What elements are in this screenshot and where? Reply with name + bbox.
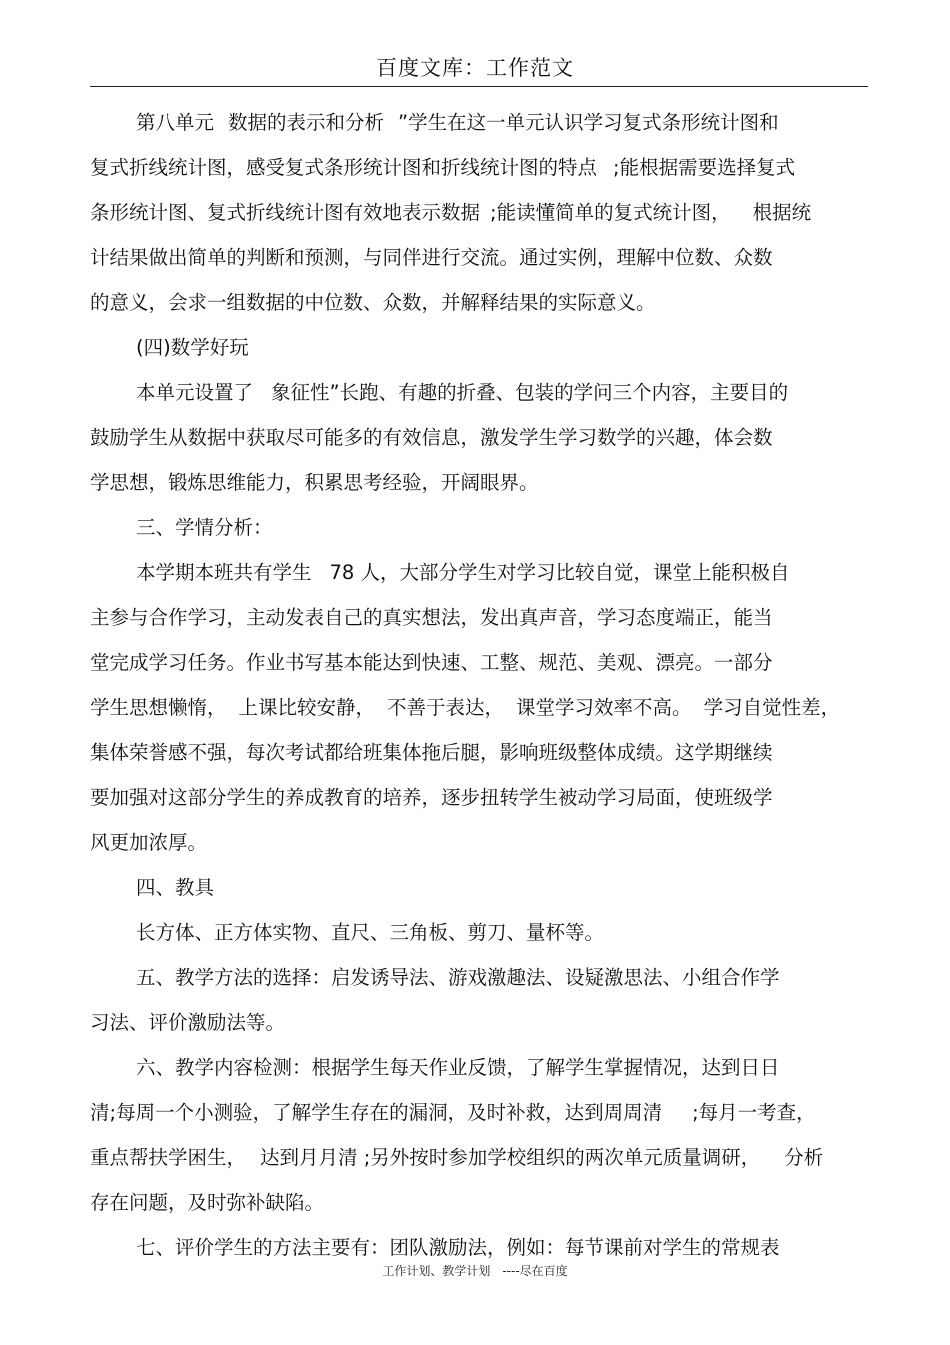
paragraph-line: 复式折线统计图，感受复式条形统计图和折线统计图的特点 ;能根据需要选择复式 bbox=[90, 156, 796, 179]
paragraph-line: 风更加浓厚。 bbox=[90, 831, 208, 854]
paragraph-line: 计结果做出简单的判断和预测，与同伴进行交流。通过实例，理解中位数、众数 bbox=[90, 246, 773, 269]
section-heading: 七、评价学生的方法主要有：团队激励法，例如：每节课前对学生的常规表 bbox=[136, 1236, 780, 1259]
paragraph-line: 条形统计图、复式折线统计图有效地表示数据 ;能读懂简单的复式统计图， 根据统 bbox=[90, 201, 812, 224]
section-heading: (四)数学好玩 bbox=[136, 336, 249, 359]
paragraph-line: 要加强对这部分学生的养成教育的培养，逐步扭转学生被动学习局面，使班级学 bbox=[90, 786, 773, 809]
paragraph-line: 主参与合作学习，主动发表自己的真实想法，发出真声音，学习态度端正，能当 bbox=[90, 606, 773, 629]
header-divider bbox=[90, 86, 868, 87]
section-heading: 五、教学方法的选择：启发诱导法、游戏激趣法、设疑激思法、小组合作学 bbox=[136, 966, 780, 989]
document-body bbox=[90, 100, 870, 1270]
paragraph-line: 本学期本班共有学生 78 人，大部分学生对学习比较自觉，课堂上能积极自 bbox=[136, 561, 790, 584]
paragraph-line: 学生思想懒惰， 上课比较安静， 不善于表达， 课堂学习效率不高。 学习自觉性差， bbox=[90, 696, 841, 719]
paragraph-line: 堂完成学习任务。作业书写基本能达到快速、工整、规范、美观、漂亮。一部分 bbox=[90, 651, 773, 674]
paragraph-line: 存在问题，及时弥补缺陷。 bbox=[90, 1191, 325, 1214]
paragraph-line: 本单元设置了 象征性”长跑、有趣的折叠、包装的学问三个内容，主要目的 bbox=[136, 381, 789, 404]
paragraph-line: 清;每周一个小测验，了解学生存在的漏洞，及时补救，达到周周清 ;每月一考查， bbox=[90, 1101, 816, 1124]
paragraph-line: 习法、评价激励法等。 bbox=[90, 1011, 286, 1034]
paragraph-line: 的意义，会求一组数据的中位数、众数，并解释结果的实际意义。 bbox=[90, 291, 656, 314]
paragraph-line: 学思想，锻炼思维能力，积累思考经验，开阔眼界。 bbox=[90, 471, 539, 494]
section-heading: 四、教具 bbox=[136, 876, 215, 899]
paragraph-line: 长方体、正方体实物、直尺、三角板、剪刀、量杯等。 bbox=[136, 921, 605, 944]
paragraph-line: 鼓励学生从数据中获取尽可能多的有效信息，激发学生学习数学的兴趣，体会数 bbox=[90, 426, 773, 449]
paragraph-line: 第八单元 数据的表示和分析 ”学生在这一单元认识学习复式条形统计图和 bbox=[136, 111, 779, 134]
paragraph-line: 集体荣誉感不强，每次考试都给班集体拖后腿，影响班级整体成绩。这学期继续 bbox=[90, 741, 773, 764]
section-heading: 三、学情分析： bbox=[136, 516, 273, 539]
paragraph-line: 重点帮扶学困生， 达到月月清 ;另外按时参加学校组织的两次单元质量调研， 分析 bbox=[90, 1146, 824, 1169]
page-header-title: 百度文库：工作范文 bbox=[376, 56, 574, 80]
page-footer: 工作计划、教学计划 ----尽在百度 bbox=[382, 1264, 568, 1278]
section-heading: 六、教学内容检测：根据学生每天作业反馈，了解学生掌握情况，达到日日 bbox=[136, 1056, 780, 1079]
